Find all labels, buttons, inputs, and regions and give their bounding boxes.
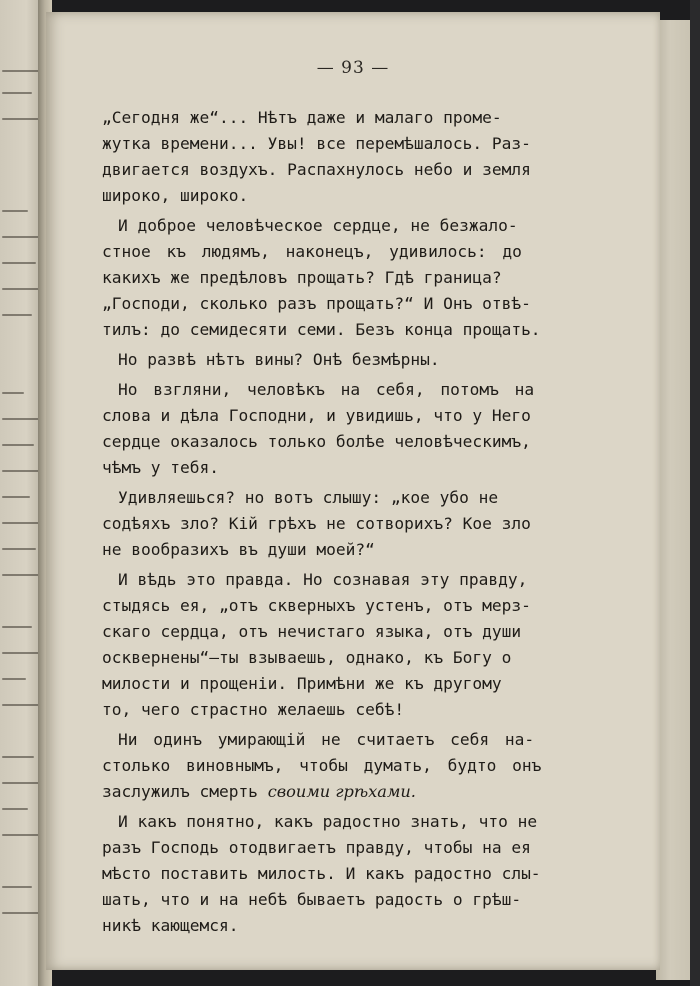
- text-line: жутка времени... Увы! все перемѣшалось. Раз-: [102, 134, 531, 153]
- text-line: И вѣдь это правда. Но сознавая эту правду,: [118, 570, 528, 589]
- text-line: мѣсто поставить милость. И какъ радостно слы-: [102, 864, 541, 883]
- text-line: стыдясь ея, „отъ скверныхъ устенъ, отъ мерз-: [102, 596, 531, 615]
- text-line: разъ Господь отодвигаетъ правду, чтобы на ея: [102, 838, 531, 857]
- text-line: осквернены“—ты взываешь, однако, къ Богу о: [102, 648, 512, 667]
- text-line: то, чего страстно желаешь себѣ!: [102, 700, 405, 719]
- text-line: чѣмъ у тебя.: [102, 458, 219, 477]
- text-line: И доброе человѣческое сердце, не безжало-: [118, 216, 518, 235]
- page-number: — 93 —: [316, 58, 390, 78]
- text-line: широко, широко.: [102, 186, 249, 205]
- book-page: [46, 12, 660, 970]
- text-line: не вообразихъ въ души моей?“: [102, 540, 375, 559]
- background-edge: [690, 0, 700, 986]
- text-line: милости и прощенiи. Примѣни же къ другому: [102, 674, 502, 693]
- text-line: скаго сердца, отъ нечистаго языка, отъ души: [102, 622, 522, 641]
- text-line: никѣ кающемся.: [102, 916, 239, 935]
- text-segment: заслужилъ смерть: [102, 782, 258, 801]
- text-line: шать, что и на небѣ бываетъ радость о грѣш-: [102, 890, 522, 909]
- text-line: Ни одинъ умирающiй не считаетъ себя на-: [118, 730, 535, 749]
- italic-text: своими грѣхами.: [267, 782, 416, 801]
- text-line: слова и дѣла Господни, и увидишь, что у Него: [102, 406, 531, 425]
- text-line: тилъ: до семидесяти семи. Безъ конца прощать.: [102, 320, 541, 339]
- text-line: „Сегодня же“... Нѣтъ даже и малаго проме-: [102, 108, 502, 127]
- text-line: двигается воздухъ. Распахнулось небо и земля: [102, 160, 531, 179]
- text-line: сердце оказалось только болѣе человѣческимъ,: [102, 432, 531, 451]
- text-line: Удивляешься? но вотъ слышу: „кое убо не: [118, 488, 499, 507]
- text-line: Но взгляни, человѣкъ на себя, потомъ на: [118, 380, 535, 399]
- text-line: „Господи, сколько разъ прощать?“ И Онъ отвѣ-: [102, 294, 531, 313]
- text-line: содѣяхъ зло? Кiй грѣхъ не сотворихъ? Кое зло: [102, 514, 531, 533]
- text-line: Но развѣ нѣтъ вины? Онѣ безмѣрны.: [118, 350, 440, 369]
- text-line: столько виновнымъ, чтобы думать, будто онъ: [102, 756, 542, 775]
- text-line: стное къ людямъ, наконецъ, удивилось: до: [102, 242, 522, 261]
- text-line: какихъ же предѣловъ прощать? Гдѣ граница?: [102, 268, 502, 287]
- text-line: [102, 779, 416, 805]
- text-line: И какъ понятно, какъ радостно знать, что не: [118, 812, 538, 831]
